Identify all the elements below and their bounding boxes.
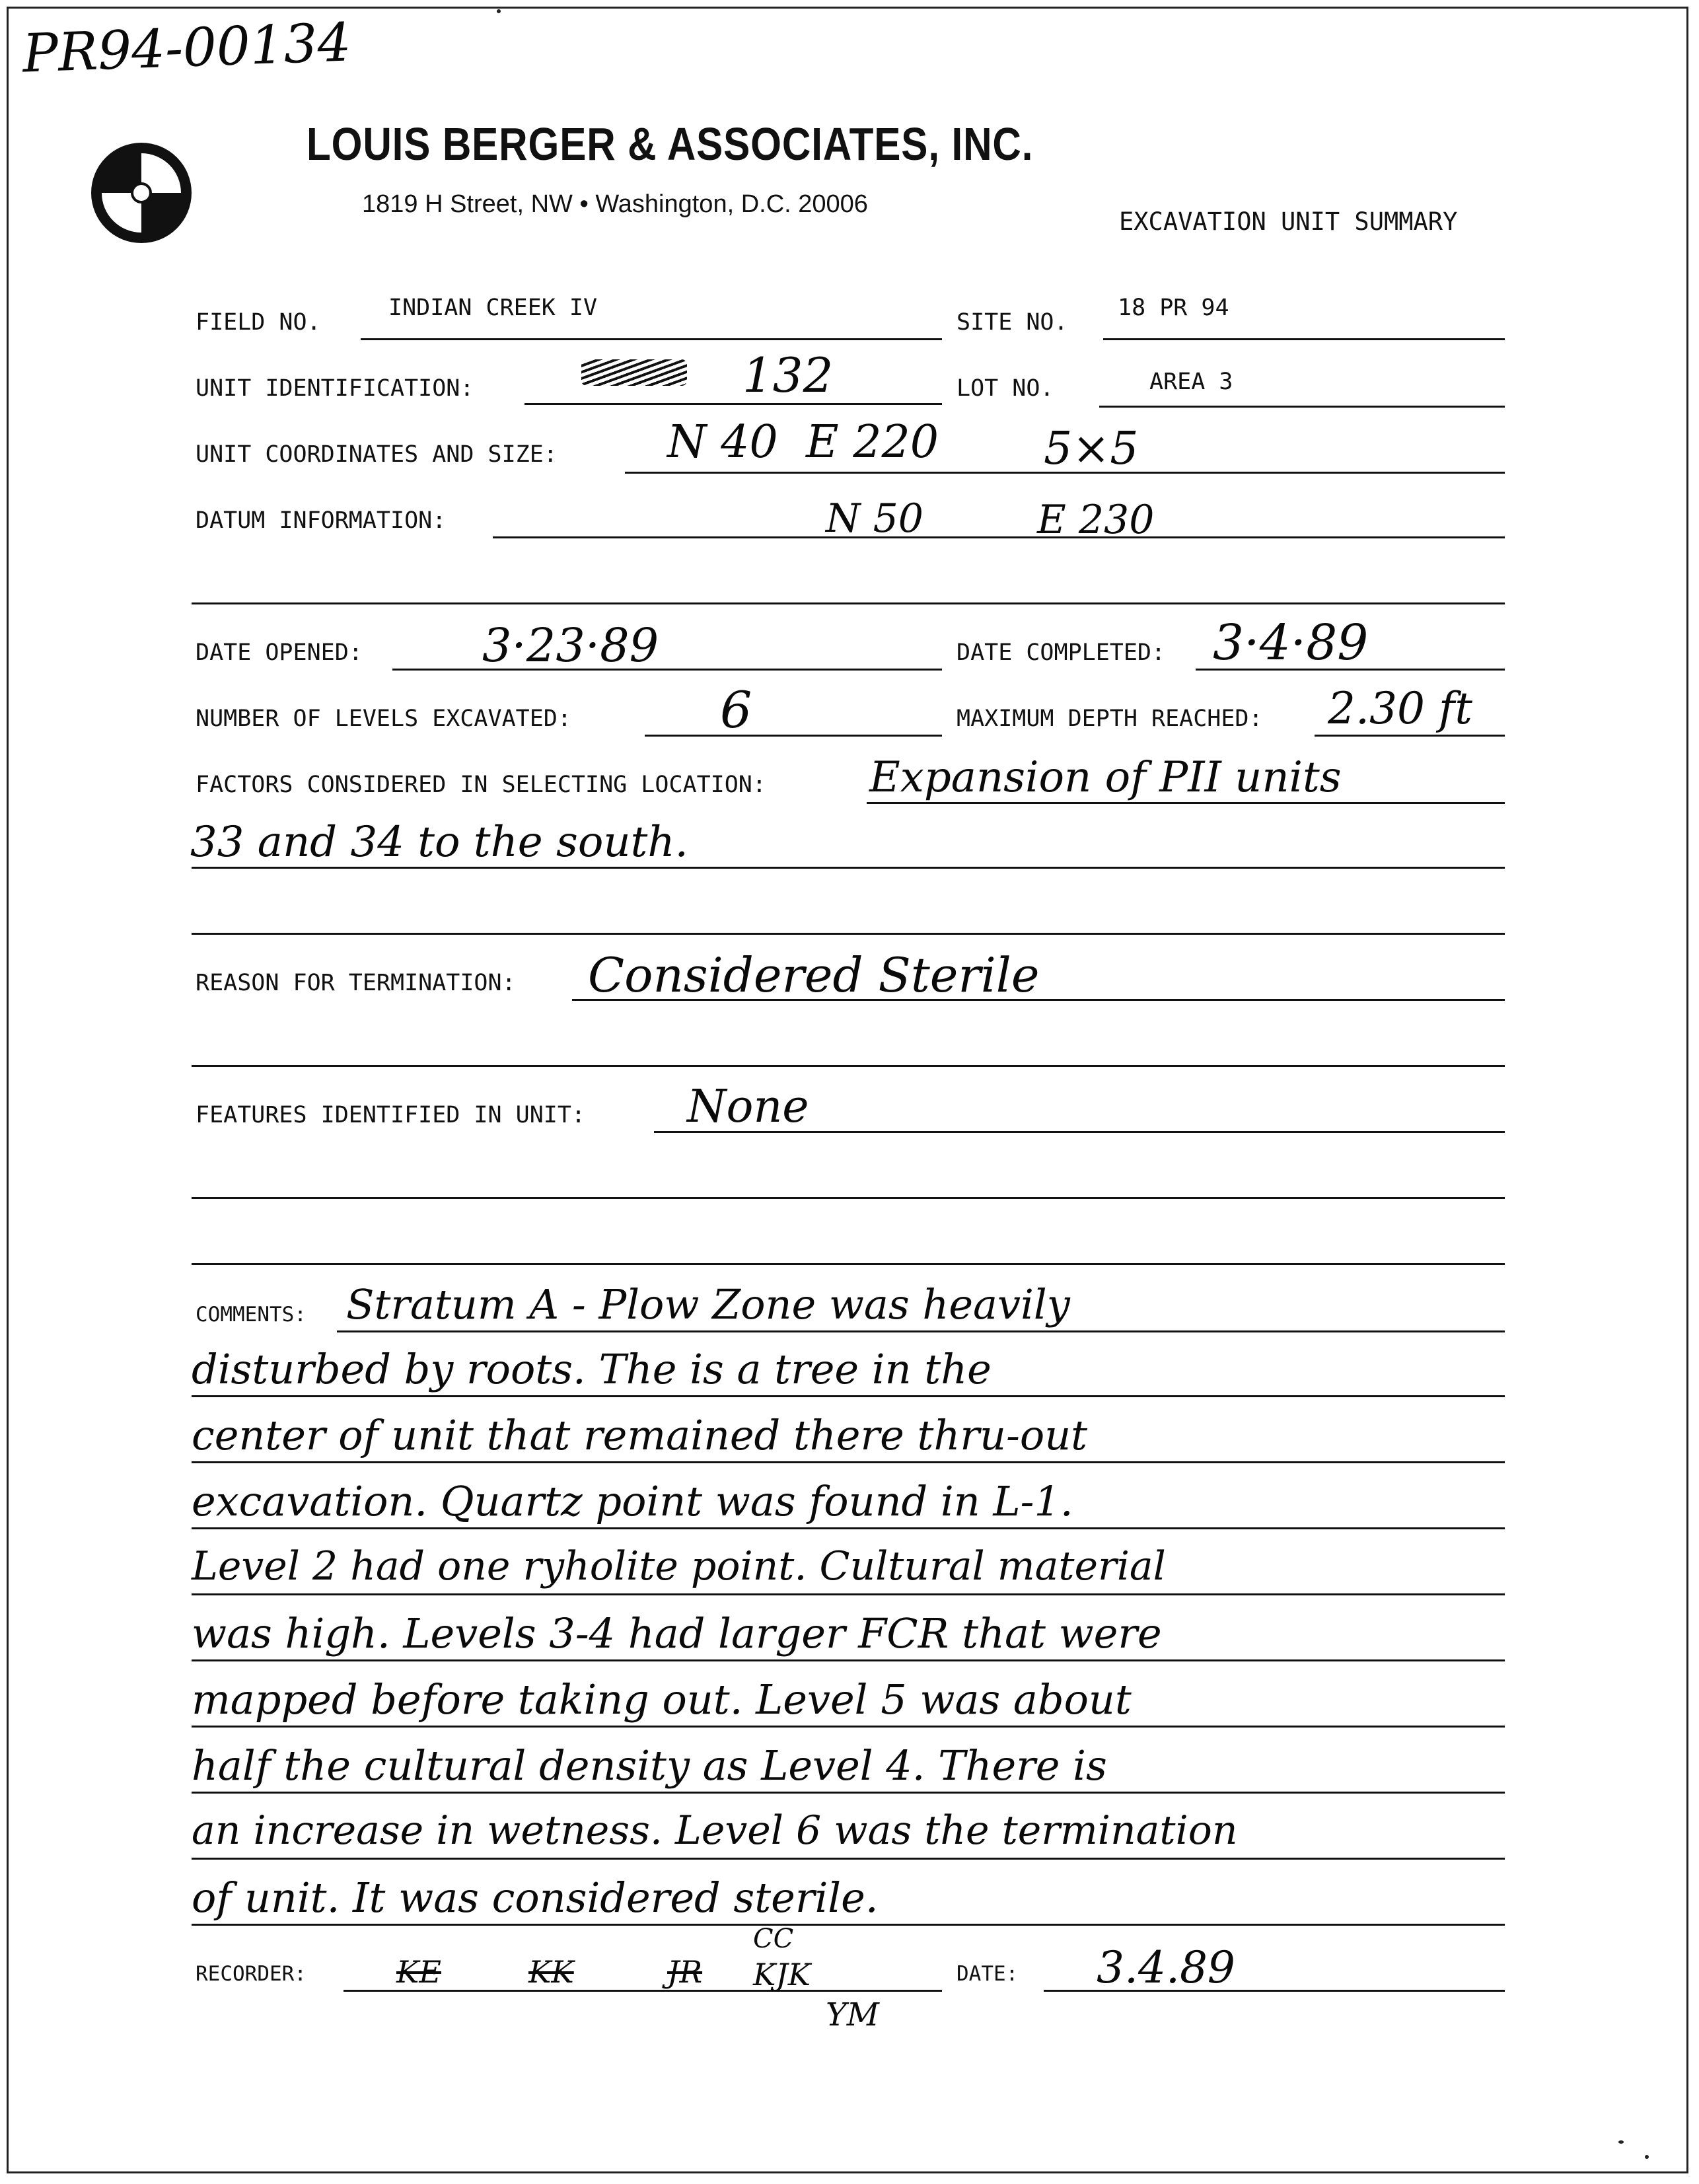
lot-no-value: AREA 3 — [1149, 369, 1233, 395]
unit-coordinates-label: UNIT COORDINATES AND SIZE: — [196, 441, 558, 468]
scan-speck — [1618, 2140, 1624, 2144]
comments-label: COMMENTS: — [196, 1303, 307, 1327]
comments-line-1 — [337, 1330, 1505, 1332]
date-opened-label: DATE OPENED: — [196, 639, 363, 666]
comments-line-8 — [192, 1792, 1505, 1794]
unit-east-coordinate: E 220 — [806, 416, 939, 468]
field-no-line — [361, 338, 942, 340]
recorder-initials-1: KE — [396, 1954, 441, 1990]
comments-line-2 — [192, 1395, 1505, 1397]
factors-line-2 — [192, 867, 1505, 869]
field-no-label: FIELD NO. — [196, 309, 321, 336]
comment-text-line-5: Level 2 had one ryholite point. Cultural material — [192, 1543, 1166, 1589]
lot-no-label: LOT NO. — [957, 375, 1054, 402]
comments-line-9 — [192, 1858, 1505, 1860]
features-line-3 — [192, 1263, 1505, 1265]
factors-line-3 — [192, 933, 1505, 935]
levels-excavated-label: NUMBER OF LEVELS EXCAVATED: — [196, 706, 571, 732]
date-opened-line — [392, 669, 942, 671]
unit-identification-line — [524, 403, 942, 405]
max-depth-value: 2.30 ft — [1328, 683, 1472, 734]
date-opened-value: 3·23·89 — [482, 618, 659, 673]
unit-size: 5×5 — [1044, 423, 1139, 475]
datum-east: E 230 — [1037, 497, 1155, 543]
date-label: DATE: — [957, 1962, 1019, 1986]
unit-north-coordinate: N 40 — [667, 416, 778, 468]
comment-text-line-4: excavation. Quartz point was found in L-1. — [192, 1477, 1073, 1525]
recorder-initials-above: CC — [753, 1924, 794, 1954]
scan-speck — [1645, 2155, 1649, 2159]
site-no-value: 18 PR 94 — [1118, 295, 1229, 321]
comments-line-5 — [192, 1593, 1505, 1595]
company-name: LOUIS BERGER & ASSOCIATES, INC. — [307, 118, 1034, 170]
factors-text-line-2: 33 and 34 to the south. — [190, 818, 688, 867]
comment-text-line-3: center of unit that remained there thru-out — [192, 1411, 1088, 1459]
site-no-line — [1103, 338, 1505, 340]
unit-identification-value: 132 — [742, 347, 834, 403]
comments-line-10 — [192, 1924, 1505, 1926]
scan-speck — [497, 9, 501, 13]
levels-excavated-value: 6 — [720, 680, 752, 739]
termination-label: REASON FOR TERMINATION: — [196, 970, 516, 996]
company-address: 1819 H Street, NW • Washington, D.C. 20006 — [362, 190, 868, 218]
recorder-initials-4: KJK — [753, 1957, 811, 1992]
date-completed-label: DATE COMPLETED: — [957, 639, 1166, 666]
date-completed-value: 3·4·89 — [1213, 614, 1369, 671]
recorder-initials-2: KK — [528, 1954, 574, 1990]
comment-text-line-1: Stratum A - Plow Zone was heavily — [346, 1280, 1070, 1329]
factors-line-1 — [867, 802, 1505, 804]
max-depth-label: MAXIMUM DEPTH REACHED: — [957, 706, 1263, 732]
features-label: FEATURES IDENTIFIED IN UNIT: — [196, 1102, 586, 1128]
termination-value: Considered Sterile — [588, 947, 1040, 1003]
comment-text-line-2: disturbed by roots. The is a tree in the — [192, 1345, 992, 1393]
recorder-label: RECORDER: — [196, 1962, 307, 1986]
comment-text-line-9: an increase in wetness. Level 6 was the termination — [192, 1807, 1238, 1854]
factors-label: FACTORS CONSIDERED IN SELECTING LOCATION: — [196, 772, 766, 798]
site-no-label: SITE NO. — [957, 309, 1068, 336]
unit-identification-label: UNIT IDENTIFICATION: — [196, 375, 474, 402]
document-id: PR94-00134 — [21, 11, 352, 85]
max-depth-line — [1315, 735, 1505, 737]
recorder-initials-below: YM — [826, 1996, 879, 2033]
factors-text-line-1: Expansion of PII units — [869, 753, 1342, 802]
features-value: None — [687, 1081, 809, 1133]
features-line-2 — [192, 1197, 1505, 1199]
quartered-circle-logo — [89, 140, 194, 246]
datum-north: N 50 — [826, 495, 923, 542]
comments-line-3 — [192, 1461, 1505, 1463]
blank-line — [192, 602, 1505, 604]
comments-line-4 — [192, 1527, 1505, 1529]
comments-line-7 — [192, 1726, 1505, 1728]
date-value: 3.4.89 — [1097, 1942, 1235, 1993]
recorder-initials-3: JR — [667, 1954, 703, 1990]
termination-line-2 — [192, 1065, 1505, 1067]
datum-information-line — [493, 536, 1505, 538]
form-title: EXCAVATION UNIT SUMMARY — [1119, 207, 1458, 236]
lot-no-line — [1099, 406, 1505, 408]
datum-information-label: DATUM INFORMATION: — [196, 507, 447, 534]
crossed-out-entry — [581, 359, 687, 386]
comment-text-line-8: half the cultural density as Level 4. There is — [192, 1741, 1107, 1790]
field-no-value: INDIAN CREEK IV — [388, 295, 598, 321]
recorder-line — [343, 1990, 942, 1992]
comment-text-line-7: mapped before taking out. Level 5 was about — [192, 1675, 1132, 1724]
comment-text-line-10: of unit. It was considered sterile. — [192, 1874, 879, 1922]
levels-excavated-line — [645, 735, 942, 737]
comment-text-line-6: was high. Levels 3-4 had larger FCR that were — [192, 1609, 1162, 1657]
comments-line-6 — [192, 1659, 1505, 1661]
